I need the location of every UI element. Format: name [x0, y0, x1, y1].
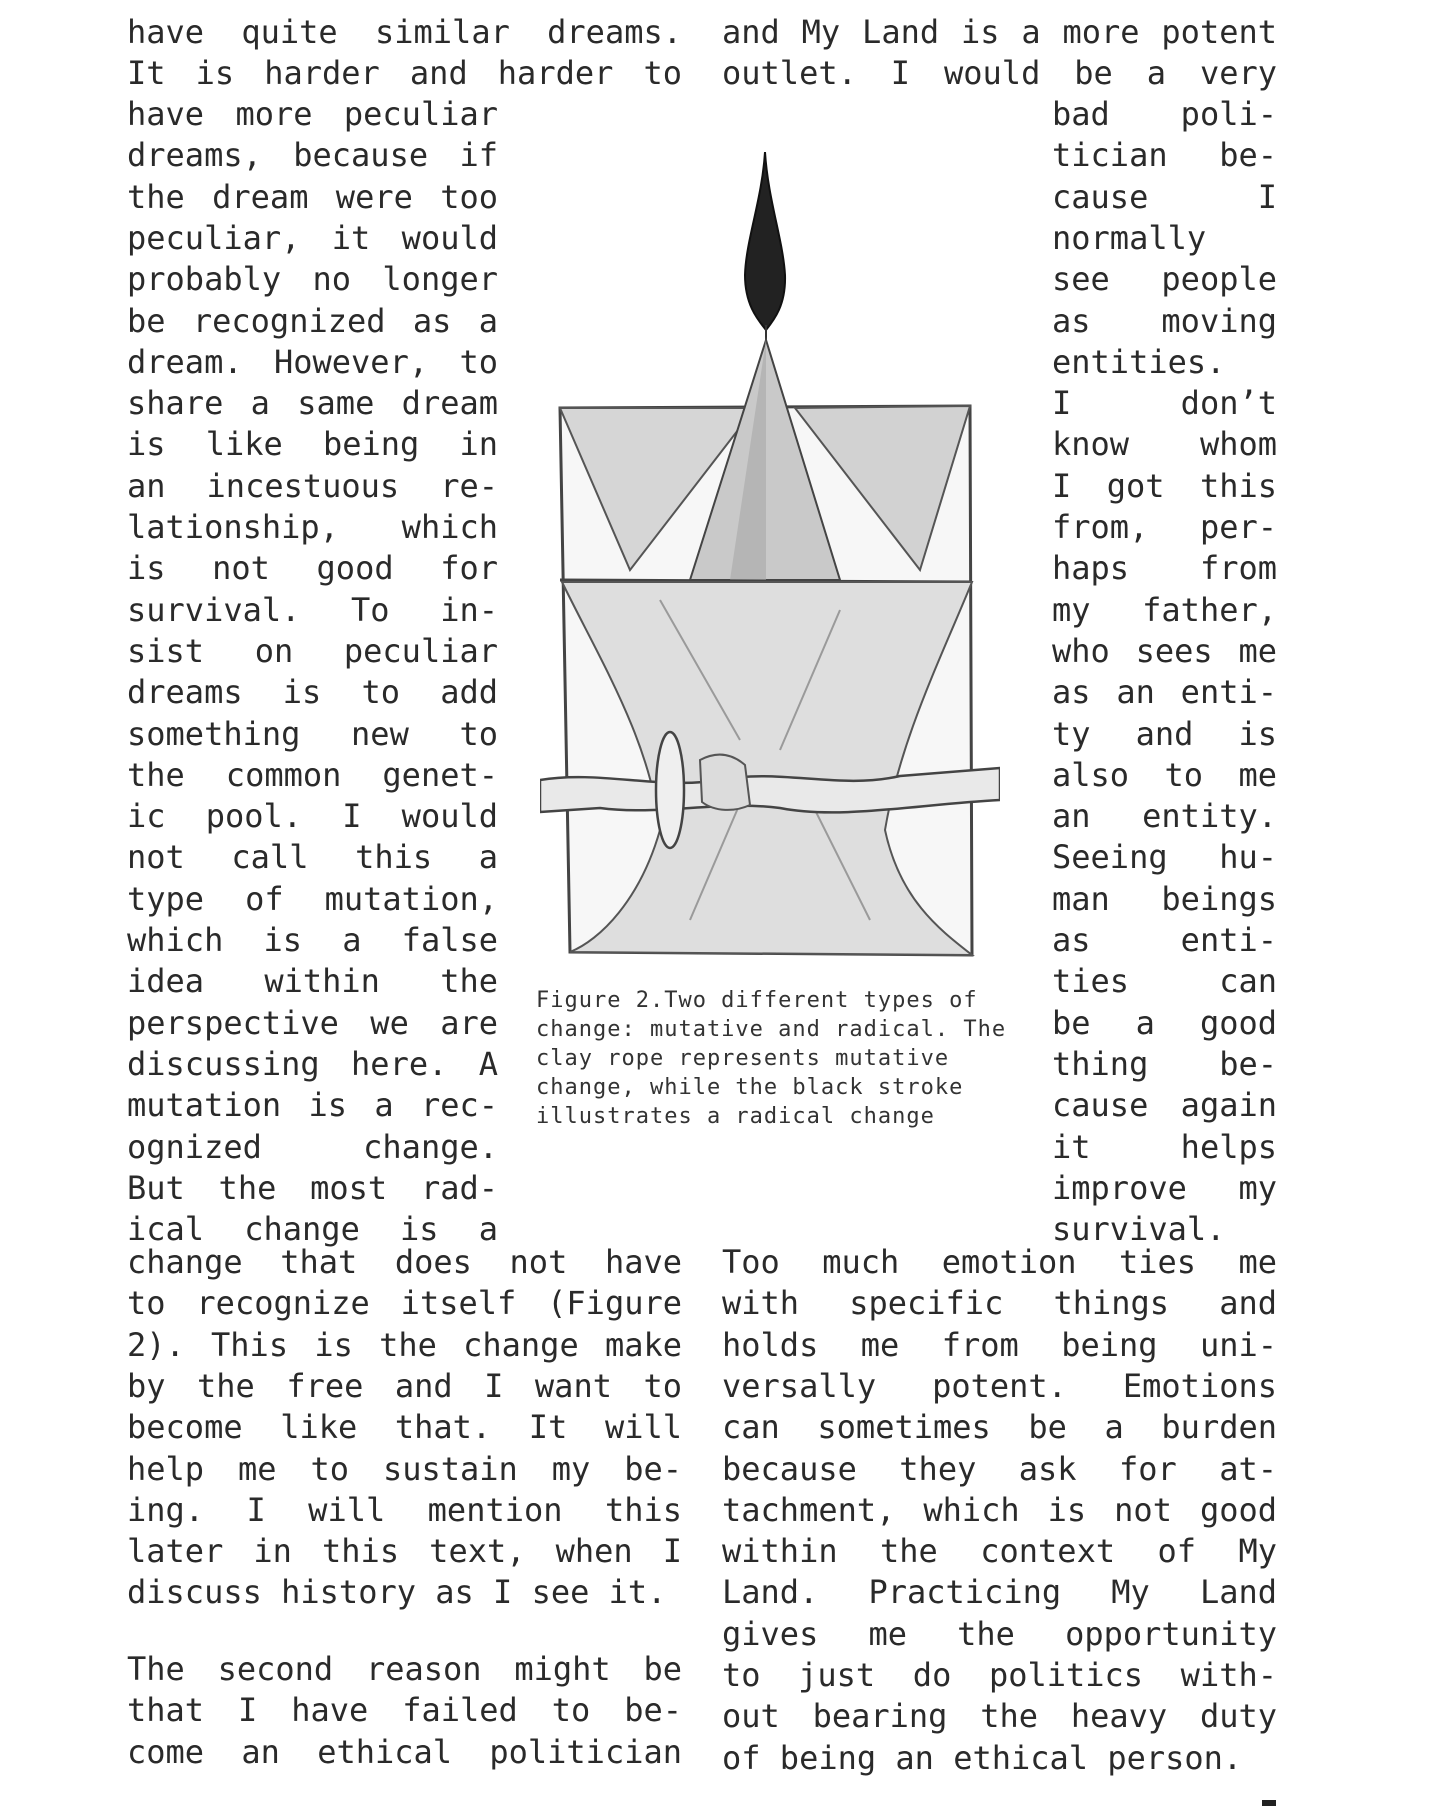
text-line: versally potent. Emotions: [722, 1366, 1277, 1405]
text-line: outlet. I would be a very: [722, 54, 1277, 93]
text-line: probably no longer: [127, 260, 498, 299]
text-line: help me to sustain my be-: [127, 1449, 682, 1488]
text-line: out bearing the heavy duty: [722, 1697, 1277, 1736]
text-line: who sees me: [1052, 631, 1277, 670]
text-line: something new to: [127, 714, 498, 753]
text-line: holds me from being uni-: [722, 1325, 1277, 1364]
text-line: 2). This is the change make: [127, 1325, 682, 1364]
text-line: to recognize itself (Figure: [127, 1284, 682, 1323]
text-line: ical change is a: [127, 1210, 498, 1249]
text-line: dreams, because if: [127, 136, 498, 175]
text-line: haps from: [1052, 549, 1277, 588]
text-line: Land. Practicing My Land: [722, 1573, 1277, 1612]
text-line: become like that. It will: [127, 1408, 682, 1447]
text-line: Too much emotion ties me: [722, 1243, 1277, 1281]
text-line: ing. I will mention this: [127, 1490, 682, 1529]
text-line: improve my: [1052, 1168, 1277, 1207]
text-line: within the context of My: [722, 1532, 1277, 1571]
text-line: normally: [1052, 218, 1207, 257]
text-line: with specific things and: [722, 1284, 1277, 1323]
figure-2-illustration: [540, 140, 1000, 970]
text-line: thing be-: [1052, 1044, 1277, 1083]
text-line: see people: [1052, 260, 1277, 299]
text-line: have more peculiar: [127, 95, 498, 133]
text-line: sist on peculiar: [127, 631, 498, 670]
text-line: ties can: [1052, 962, 1277, 1001]
text-line: dreams is to add: [127, 673, 498, 712]
text-line: ic pool. I would: [127, 797, 498, 836]
text-line: survival. To in-: [127, 590, 498, 629]
text-line: type of mutation,: [127, 879, 498, 918]
text-line: as an enti-: [1052, 673, 1277, 712]
text-line: not call this a: [127, 838, 498, 877]
text-line: an entity.: [1052, 797, 1277, 836]
text-line: But the most rad-: [127, 1168, 498, 1207]
text-line: of being an ethical person.: [722, 1738, 1243, 1777]
text-line: survival.: [1052, 1210, 1226, 1249]
text-line: gives me the opportunity: [722, 1614, 1277, 1653]
text-line: cause I: [1052, 177, 1277, 216]
text-line: the dream were too: [127, 177, 498, 216]
text-line: the common genet-: [127, 755, 498, 794]
text-line: perspective we are: [127, 1003, 498, 1042]
text-line: ty and is: [1052, 714, 1277, 753]
text-line: ognized change.: [127, 1127, 498, 1166]
text-line: an incestuous re-: [127, 466, 498, 505]
figure-caption: [536, 986, 1016, 1131]
text-line: peculiar, it would: [127, 218, 498, 257]
caption-line: change: mutative and radical. The: [536, 1017, 1007, 1042]
text-line: It is harder and harder to: [127, 54, 682, 93]
text-line: be a good: [1052, 1003, 1277, 1042]
text-line: which is a false: [127, 921, 498, 959]
text-line: cause again: [1052, 1086, 1277, 1125]
text-line: can sometimes be a burden: [722, 1408, 1277, 1447]
text-line: tician be-: [1052, 136, 1277, 175]
caption-line: illustrates a radical change: [536, 1104, 935, 1129]
text-line: know whom: [1052, 425, 1277, 464]
caption-line: Figure 2.Two different types of: [536, 988, 978, 1013]
text-line: it helps: [1052, 1127, 1277, 1166]
text-line: I got this: [1052, 466, 1277, 505]
text-line: come an ethical politician: [127, 1732, 682, 1771]
black-stroke: [745, 152, 785, 330]
text-line: have quite similar dreams.: [127, 13, 682, 51]
text-line: share a same dream: [127, 384, 498, 423]
text-line: discuss history as I see it.: [127, 1573, 667, 1612]
text-line: be recognized as a: [127, 301, 498, 340]
caption-line: clay rope represents mutative: [536, 1046, 950, 1071]
text-line: and My Land is a more potent: [722, 13, 1277, 51]
text-line: The second reason might be: [127, 1650, 682, 1688]
text-line: tachment, which is not good: [722, 1490, 1277, 1529]
text-line: that I have failed to be-: [127, 1691, 682, 1730]
text-line: bad poli-: [1052, 95, 1277, 133]
text-line: lationship, which: [127, 508, 498, 546]
caption-line: change, while the black stroke: [536, 1075, 964, 1100]
text-line: is like being in: [127, 425, 498, 464]
text-line: as enti-: [1052, 921, 1277, 959]
text-line: to just do politics with-: [722, 1656, 1277, 1694]
text-line: is not good for: [127, 549, 498, 588]
text-line: change that does not have: [127, 1243, 682, 1281]
text-line: Seeing hu-: [1052, 838, 1277, 877]
text-line: entities.: [1052, 342, 1226, 381]
page-edge-mark: [1262, 1800, 1276, 1806]
text-line: discussing here. A: [127, 1044, 498, 1083]
text-line: later in this text, when I: [127, 1532, 682, 1571]
text-line: idea within the: [127, 962, 498, 1001]
text-line: from, per-: [1052, 508, 1277, 546]
text-line: because they ask for at-: [722, 1449, 1277, 1488]
text-line: my father,: [1052, 590, 1277, 629]
text-line: dream. However, to: [127, 342, 498, 381]
text-line: also to me: [1052, 755, 1277, 794]
text-line: as moving: [1052, 301, 1277, 340]
text-line: I don’t: [1052, 384, 1277, 423]
text-line: man beings: [1052, 879, 1277, 918]
text-line: mutation is a rec-: [127, 1086, 498, 1125]
text-line: by the free and I want to: [127, 1366, 682, 1405]
